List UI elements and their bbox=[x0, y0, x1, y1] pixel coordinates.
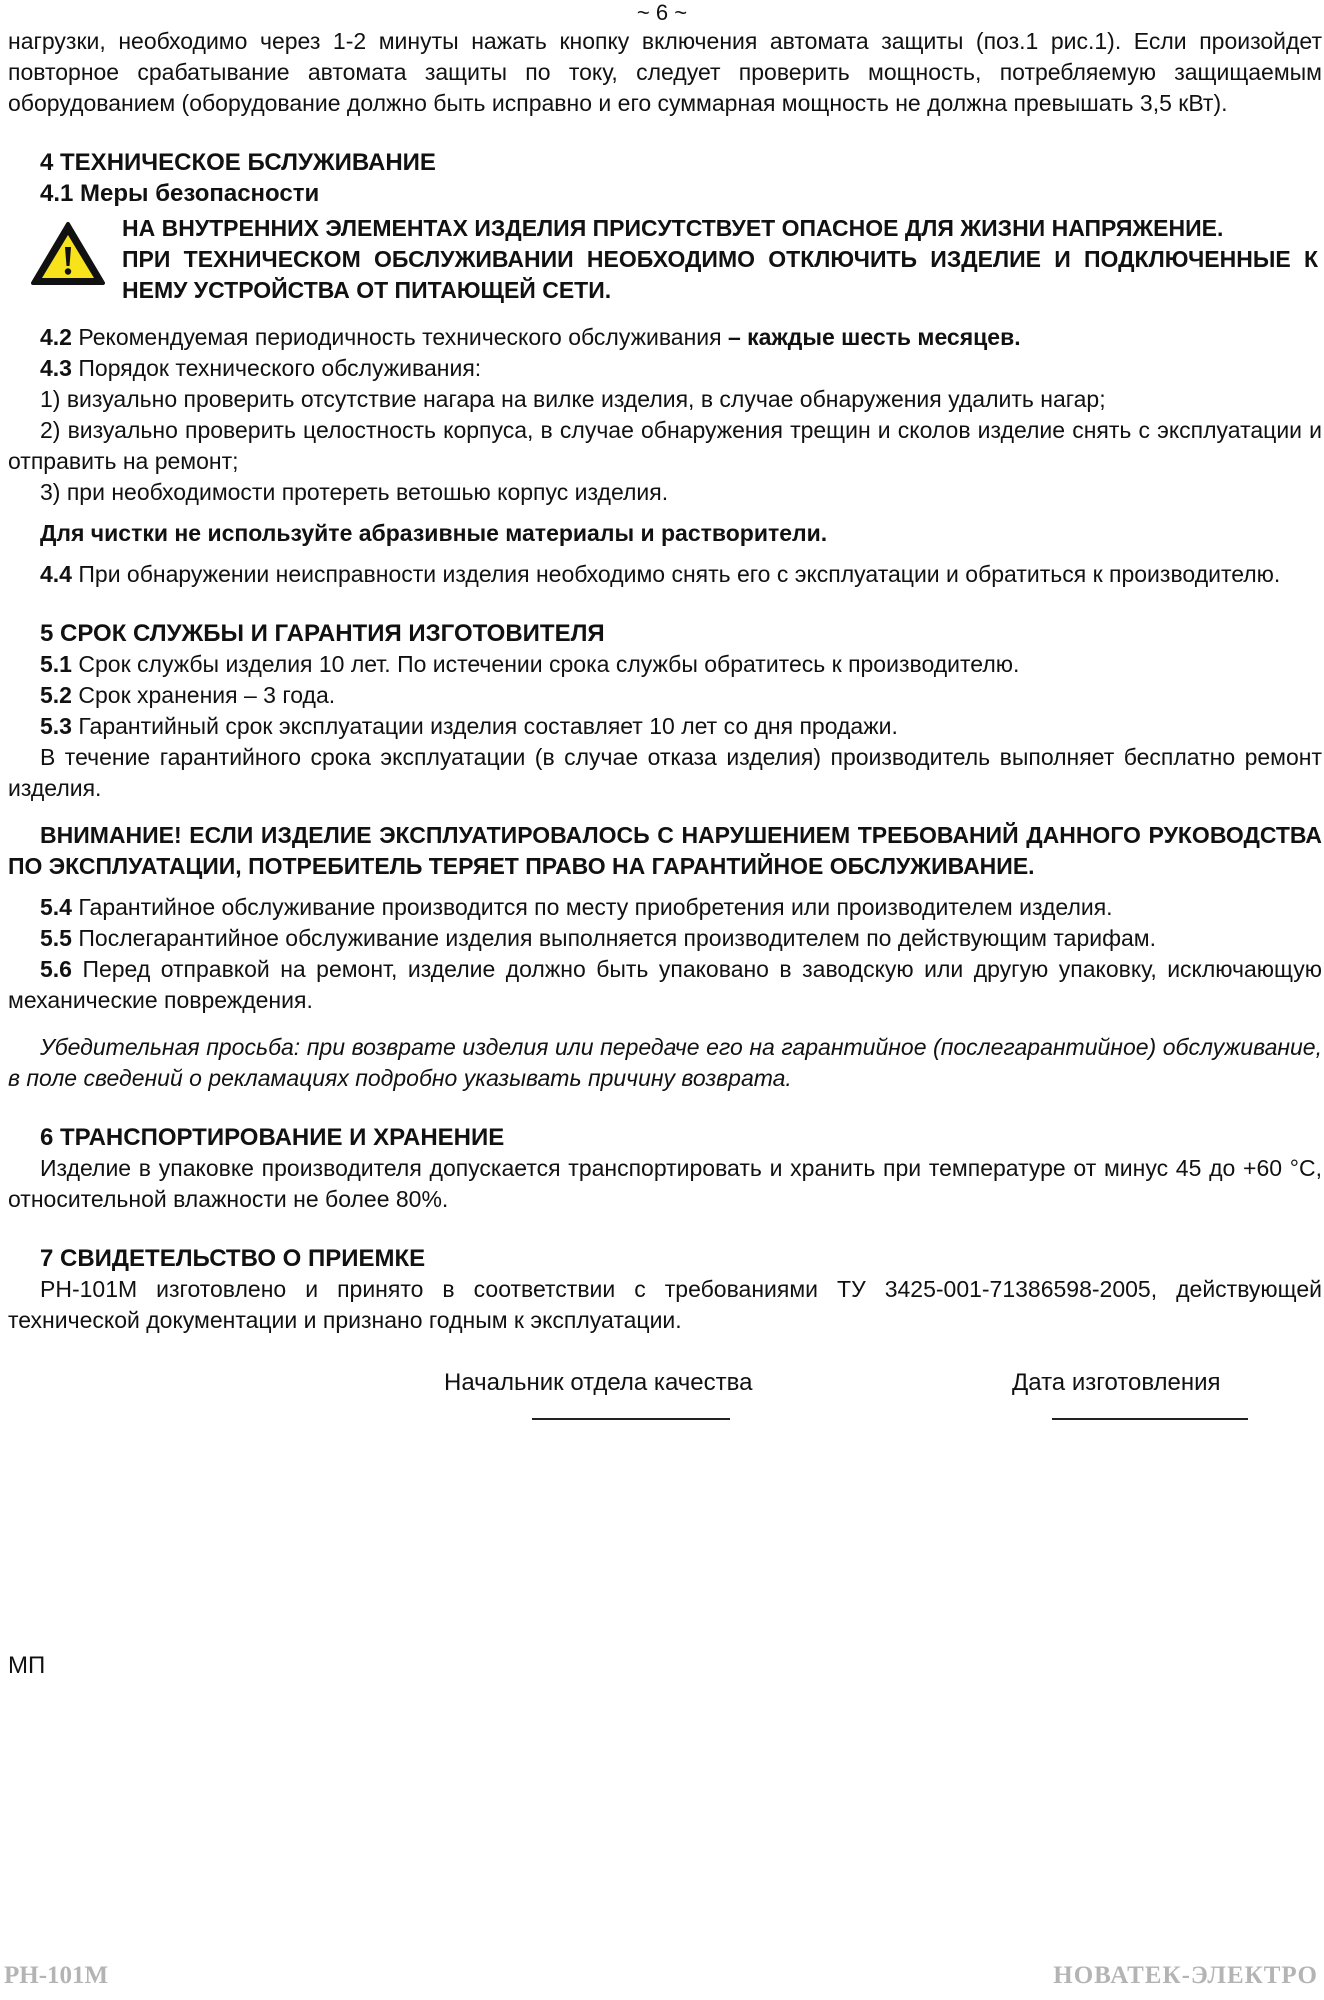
paragraph-4-3: 4.3 Порядок технического обслуживания: bbox=[40, 355, 482, 381]
acceptance-text: РН-101М изготовлено и принято в соответствии с требованиями ТУ 3425-001-71386598-2005, действующей технической документации и признано годным к эксплуатации. bbox=[8, 1276, 1322, 1333]
document-body bbox=[8, 26, 1322, 1474]
paragraph-5-2: 5.2 Срок хранения – 3 года. bbox=[40, 682, 336, 708]
warranty-attention: ВНИМАНИЕ! ЕСЛИ ИЗДЕЛИЕ ЭКСПЛУАТИРОВАЛОСЬ С НАРУШЕНИЕМ ТРЕБОВАНИЙ ДАННОГО РУКОВОДСТВА ПО ЭКСПЛУАТАЦИИ, ПОТРЕБИТЕЛЬ ТЕРЯЕТ ПРАВО НА ГАРАНТИЙНОЕ ОБСЛУЖИВАНИЕ. bbox=[8, 822, 1322, 879]
paragraph-4-4: 4.4 При обнаружении неисправности изделия необходимо снять его с эксплуатации и обратиться к производителю. bbox=[40, 561, 1281, 587]
section-6 bbox=[8, 1122, 1322, 1215]
paragraph-4-2: 4.2 Рекомендуемая периодичность технического обслуживания – каждые шесть месяцев. bbox=[40, 324, 1021, 350]
storage-text: Изделие в упаковке производителя допускается транспортировать и хранить при температуре от минус 45 до +60 °С, относительной влажности не более 80%. bbox=[8, 1155, 1322, 1212]
list-item: 3) при необходимости протереть ветошью корпус изделия. bbox=[40, 479, 669, 505]
page-number: ~ 6 ~ bbox=[636, 0, 688, 25]
paragraph-5-4: 5.4 Гарантийное обслуживание производится по месту приобретения или производителем изделия. bbox=[40, 894, 1113, 920]
cleaning-note: Для чистки не используйте абразивные материалы и растворители. bbox=[40, 520, 828, 546]
paragraph-5-5: 5.5 Послегарантийное обслуживание изделия выполняется производителем по действующим тарифам. bbox=[40, 925, 1156, 951]
return-request-note: Убедительная просьба: при возврате изделия или передаче его на гарантийное (послегарантийное) обслуживание, в поле сведений о рекламациях подробно указывать причину возврата. bbox=[8, 1034, 1322, 1091]
list-item: 1) визуально проверить отсутствие нагара на вилке изделия, в случае обнаружения удалить нагар; bbox=[40, 386, 1106, 412]
quality-signature-line bbox=[532, 1418, 730, 1420]
section-7 bbox=[8, 1243, 1322, 1474]
stamp-place: МП bbox=[8, 1652, 46, 1679]
section-7-heading: 7 СВИДЕТЕЛЬСТВО О ПРИЕМКЕ bbox=[40, 1245, 426, 1272]
quality-head-label: Начальник отдела качества bbox=[444, 1369, 753, 1396]
warning-voltage-text: НА ВНУТРЕННИХ ЭЛЕМЕНТАХ ИЗДЕЛИЯ ПРИСУТСТВУЕТ ОПАСНОЕ ДЛЯ ЖИЗНИ НАПРЯЖЕНИЕ. bbox=[122, 215, 1224, 241]
section-5 bbox=[8, 618, 1322, 1094]
footer-model: РН-101М bbox=[4, 1962, 109, 1989]
warranty-repair-text: В течение гарантийного срока эксплуатации (в случае отказа изделия) производитель выполняет бесплатно ремонт изделия. bbox=[8, 744, 1322, 801]
section-4-1-heading: 4.1 Меры безопасности bbox=[40, 180, 320, 207]
safety-warning bbox=[8, 213, 1322, 306]
manufacture-date-line bbox=[1052, 1418, 1248, 1420]
paragraph-5-3: 5.3 Гарантийный срок эксплуатации изделия составляет 10 лет со дня продажи. bbox=[40, 713, 898, 739]
section-5-heading: 5 СРОК СЛУЖБЫ И ГАРАНТИЯ ИЗГОТОВИТЕЛЯ bbox=[40, 620, 605, 647]
warning-triangle-icon bbox=[30, 221, 106, 287]
paragraph-5-6: 5.6 Перед отправкой на ремонт, изделие должно быть упаковано в заводскую или другую упаковку, исключающую механические повреждения. bbox=[8, 956, 1322, 1013]
paragraph-5-1: 5.1 Срок службы изделия 10 лет. По истечении срока службы обратитесь к производителю. bbox=[40, 651, 1020, 677]
section-4 bbox=[8, 147, 1322, 590]
section-4-heading: 4 ТЕХНИЧЕСКОЕ БСЛУЖИВАНИЕ bbox=[40, 149, 436, 176]
list-item: 2) визуально проверить целостность корпуса, в случае обнаружения трещин и сколов изделие снять с эксплуатации и отправить на ремонт; bbox=[8, 417, 1322, 474]
warning-disconnect-text: ПРИ ТЕХНИЧЕСКОМ ОБСЛУЖИВАНИИ НЕОБХОДИМО ОТКЛЮЧИТЬ ИЗДЕЛИЕ И ПОДКЛЮЧЕННЫЕ К НЕМУ УСТРОЙСТВА ОТ ПИТАЮЩЕЙ СЕТИ. bbox=[122, 246, 1318, 303]
section-6-heading: 6 ТРАНСПОРТИРОВАНИЕ И ХРАНЕНИЕ bbox=[40, 1124, 505, 1151]
signature-block bbox=[8, 1356, 1322, 1474]
manufacture-date-label: Дата изготовления bbox=[1012, 1369, 1221, 1396]
intro-paragraph: нагрузки, необходимо через 1-2 минуты нажать кнопку включения автомата защиты (поз.1 рис.1). Если произойдет повторное срабатывание автомата защиты по току, следует проверить мощность, потребляемую защищаемым оборудованием (оборудование должно быть исправно и его суммарная мощность не должна превышать 3,5 кВт). bbox=[8, 28, 1322, 116]
footer-brand: НОВАТЕК-ЭЛЕКТРО bbox=[1053, 1962, 1318, 1989]
